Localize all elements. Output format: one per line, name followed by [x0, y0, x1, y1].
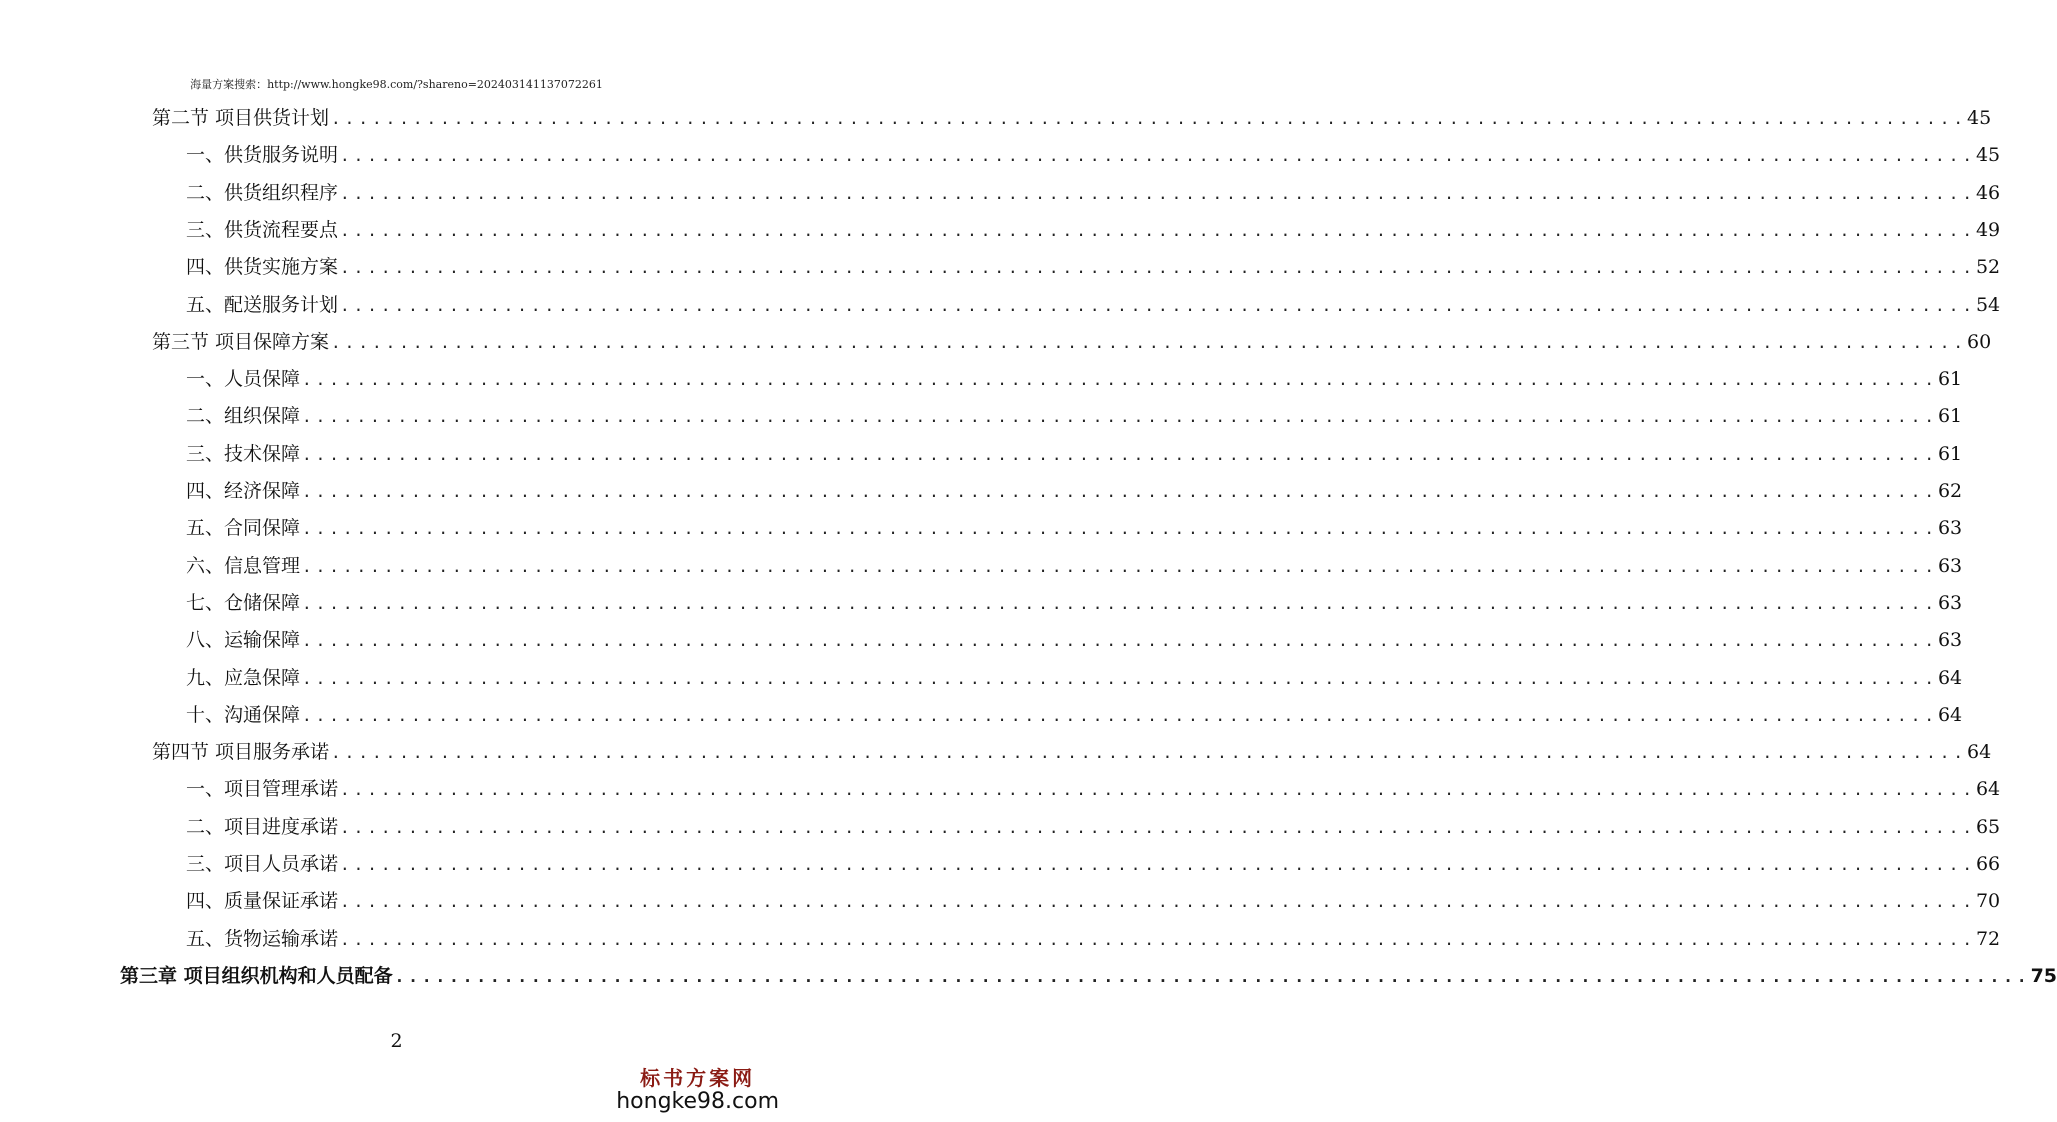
toc-leader-dots: ........................................................................................................................ — [331, 332, 1967, 352]
watermark-en: hongke98.com — [616, 1089, 779, 1114]
toc-label: 八、运输保障 — [186, 629, 301, 652]
toc-item-row[interactable] — [186, 548, 1963, 585]
toc-page-number: 61 — [1937, 368, 1963, 391]
toc-label: 五、合同保障 — [186, 517, 301, 540]
toc-leader-dots: ........................................................................................................................ — [340, 929, 1976, 949]
toc-page-number: 70 — [1975, 890, 2001, 913]
toc-item-row[interactable] — [186, 436, 1963, 473]
toc-leader-dots: ........................................................................................................................ — [302, 482, 1938, 501]
toc-leader-dots: ........................................................................................................................ — [302, 668, 1938, 688]
toc-item-row[interactable] — [186, 622, 1963, 659]
toc-page-number: 64 — [1937, 666, 1963, 689]
toc-leader-dots: ........................................................................................................................ — [302, 556, 1938, 576]
toc-item-row[interactable] — [186, 249, 2001, 286]
toc-leader-dots: ........................................................................................................................ — [340, 780, 1976, 800]
toc-leader-dots: ........................................................................................................................ — [302, 407, 1938, 427]
toc-item-row[interactable] — [186, 771, 2001, 808]
toc-page-number: 66 — [1975, 853, 2001, 875]
toc-item-row[interactable] — [186, 175, 2001, 212]
toc-label: 七、仓储保障 — [186, 591, 301, 614]
toc-label: 九、应急保障 — [186, 666, 301, 689]
toc-label: 一、供货服务说明 — [186, 144, 339, 167]
toc-page-number: 63 — [1937, 554, 1963, 577]
toc-item-row[interactable] — [186, 697, 1963, 734]
toc-page-number: 63 — [1937, 517, 1963, 540]
toc-leader-dots: ........................................................................................................................ — [340, 817, 1976, 837]
toc-leader-dots: ........................................................................................................................ — [302, 631, 1938, 651]
toc-page-number: 75 — [2030, 964, 2057, 987]
toc-leader-dots: ........................................................................................................................ — [331, 743, 1967, 763]
toc-item-row[interactable] — [186, 212, 2001, 249]
toc-label: 四、质量保证承诺 — [186, 890, 339, 913]
toc-item-row[interactable] — [186, 510, 1963, 547]
toc-leader-dots: ........................................................................................................................ — [302, 519, 1938, 539]
toc-item-row[interactable] — [186, 921, 2001, 958]
toc-leader-dots: ........................................................................................................................ — [331, 109, 1967, 128]
toc-page-number: 62 — [1937, 480, 1963, 502]
header-search-note: 海量方案搜索：http://www.hongke98.com/?shareno=202403141137072261 — [190, 78, 603, 91]
toc-chapter-row[interactable] — [120, 958, 2057, 995]
toc-label: 二、供货组织程序 — [186, 181, 339, 204]
toc-page-number: 65 — [1975, 815, 2001, 838]
toc-section-row[interactable] — [152, 324, 1992, 361]
toc-label: 二、项目进度承诺 — [186, 815, 339, 838]
toc-label: 一、项目管理承诺 — [186, 778, 339, 801]
watermark-logo — [616, 1062, 779, 1114]
toc-section-row[interactable] — [152, 734, 1992, 771]
toc-label: 五、配送服务计划 — [186, 293, 339, 316]
toc-page-number: 46 — [1975, 181, 2001, 204]
toc-label: 四、供货实施方案 — [186, 256, 339, 279]
toc-label: 五、货物运输承诺 — [186, 927, 339, 950]
toc-page-number: 64 — [1966, 741, 1992, 764]
toc-leader-dots: ........................................................................................................................ — [302, 593, 1938, 613]
toc-label: 第三章 项目组织机构和人员配备 — [120, 964, 393, 987]
toc-page-number: 63 — [1937, 629, 1963, 652]
toc-leader-dots: ........................................................................................................................ — [340, 258, 1976, 278]
toc-item-row[interactable] — [186, 473, 1963, 510]
toc-label: 第三节 项目保障方案 — [152, 330, 330, 353]
toc-page-number: 64 — [1975, 778, 2001, 801]
toc-leader-dots: ........................................................................................................................ — [302, 370, 1938, 390]
toc-item-row[interactable] — [186, 585, 1963, 622]
toc-page-number: 49 — [1975, 218, 2001, 241]
toc-label: 三、技术保障 — [186, 442, 301, 465]
toc-leader-dots: ........................................................................................................................ — [394, 966, 2031, 986]
toc-section-row[interactable] — [152, 100, 1992, 137]
toc-page-number: 64 — [1937, 703, 1963, 726]
toc-page-number: 61 — [1937, 442, 1963, 465]
toc-leader-dots: ........................................................................................................................ — [340, 183, 1976, 203]
toc-page-number: 45 — [1975, 144, 2001, 167]
toc-page-number: 72 — [1975, 927, 2001, 950]
toc-item-row[interactable] — [186, 137, 2001, 174]
toc-label: 二、组织保障 — [186, 405, 301, 428]
toc-page-number: 54 — [1975, 293, 2001, 316]
toc-label: 三、项目人员承诺 — [186, 853, 339, 875]
watermark-cn: 标书方案网 — [640, 1066, 756, 1090]
toc-item-row[interactable] — [186, 287, 2001, 324]
toc-label: 一、人员保障 — [186, 368, 301, 391]
toc-page-number: 60 — [1966, 330, 1992, 353]
toc-leader-dots: ........................................................................................................................ — [302, 444, 1938, 464]
toc-label: 第四节 项目服务承诺 — [152, 741, 330, 764]
toc-item-row[interactable] — [186, 361, 1963, 398]
toc-page-number: 63 — [1937, 591, 1963, 614]
toc-label: 三、供货流程要点 — [186, 218, 339, 241]
toc-leader-dots: ........................................................................................................................ — [340, 855, 1976, 874]
toc-item-row[interactable] — [186, 660, 1963, 697]
page-number: 2 — [390, 1030, 403, 1052]
toc-leader-dots: ........................................................................................................................ — [340, 892, 1976, 912]
toc-label: 四、经济保障 — [186, 480, 301, 502]
toc-leader-dots: ........................................................................................................................ — [340, 146, 1976, 166]
toc-leader-dots: ........................................................................................................................ — [302, 705, 1938, 725]
toc-item-row[interactable] — [186, 883, 2001, 920]
toc-item-row[interactable] — [186, 398, 1963, 435]
toc-item-row[interactable] — [186, 809, 2001, 846]
toc-page-number: 61 — [1937, 405, 1963, 428]
toc-page-number: 45 — [1966, 107, 1992, 129]
toc-item-row[interactable] — [186, 846, 2001, 883]
toc-label: 六、信息管理 — [186, 554, 301, 577]
toc-leader-dots: ........................................................................................................................ — [340, 220, 1976, 240]
toc-label: 十、沟通保障 — [186, 703, 301, 726]
toc-page-number: 52 — [1975, 256, 2001, 279]
toc-leader-dots: ........................................................................................................................ — [340, 295, 1976, 315]
toc-label: 第二节 项目供货计划 — [152, 107, 330, 129]
